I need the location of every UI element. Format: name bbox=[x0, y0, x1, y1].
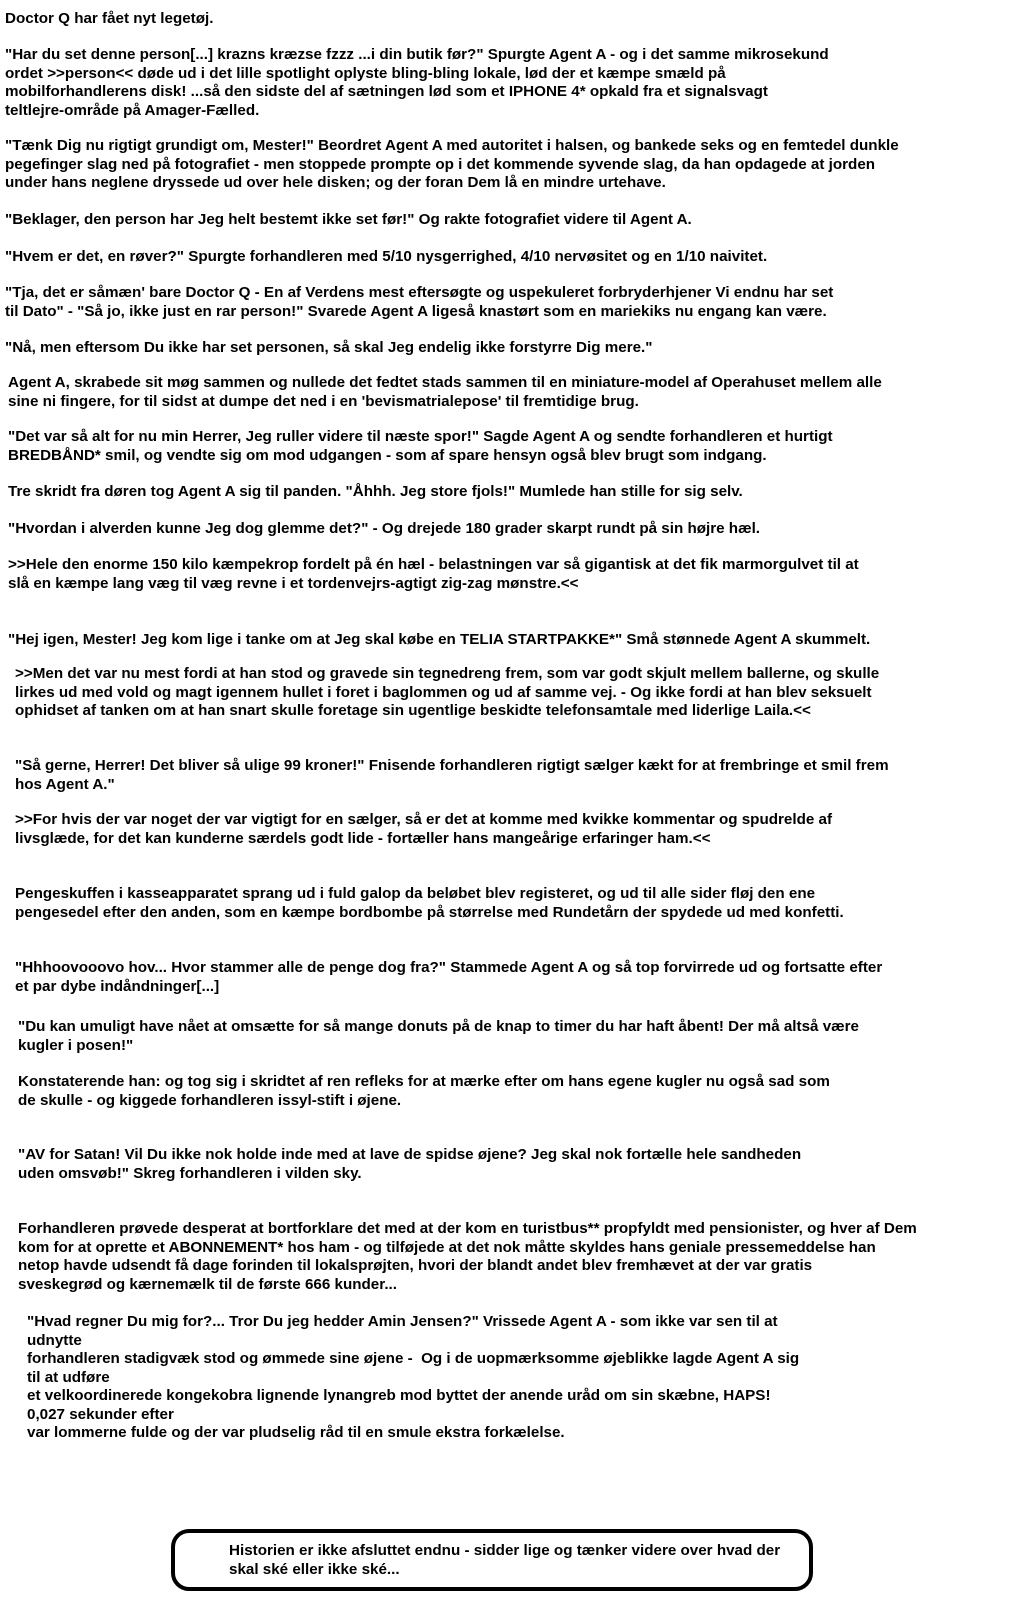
paragraph-22: Forhandleren prøvede desperat at bortforklare det med at der kom en turistbus** propfyldt med pensionister, og hver af Dem kom for at oprette et ABONNEMENT* hos ham - og tilføjede at det nok måtte skyldes hans geniale pressemeddelse han netop havde udsendt få dage forinden til lokalsprøjten, hvori der blandt andet blev fremhævet at der var gratis sveskegrød og kærnemælk til de første 666 kunder... bbox=[18, 1220, 917, 1293]
paragraph-4: "Beklager, den person har Jeg helt bestemt ikke set før!" Og rakte fotografiet videre til Agent A. bbox=[5, 211, 692, 228]
paragraph-15: "Så gerne, Herrer! Det bliver så ulige 99 kroner!" Fnisende forhandleren rigtigt sælger kækt for at frembringe et smil frem hos Agent A." bbox=[15, 757, 889, 793]
paragraph-12: >>Hele den enorme 150 kilo kæmpekrop fordelt på én hæl - belastningen var så gigantisk at det fik marmorgulvet til at slå en kæmpe lang væg til væg revne i et tordenvejrs-agtigt zig-zag mønstre.<< bbox=[8, 556, 859, 592]
paragraph-11: "Hvordan i alverden kunne Jeg dog glemme det?" - Og drejede 180 grader skarpt rundt på sin højre hæl. bbox=[8, 520, 761, 537]
footer-note-box bbox=[171, 1529, 813, 1591]
paragraph-23: "Hvad regner Du mig for?... Tror Du jeg hedder Amin Jensen?" Vrissede Agent A - som ikke var sen til at udnytte forhandleren stadigvæk stod og ømmede sine øjene - Og i de uopmærksomme øjeblikke lagde Agent A sig til at udføre et velkoordinerede kongekobra lignende lynangreb mod byttet der anende uråd om sin skæbne, HAPS! 0,027 sekunder efter var lommerne fulde og der var pludselig råd til en smule ekstra forkælelse. bbox=[27, 1313, 800, 1441]
paragraph-14: >>Men det var nu mest fordi at han stod og gravede sin tegnedreng frem, som var godt skjult mellem ballerne, og skulle lirkes ud med vold og magt igennem hullet i foret i baglommen og ud af samme vej. - Og ikke fordi at han blev seksuelt ophidset af tanken om at han snart skulle foretage sin ugentlige beskidte telefonsamtale med liderlige Laila.<< bbox=[15, 665, 880, 719]
paragraph-8: Agent A, skrabede sit møg sammen og nullede det fedtet stads sammen til en miniature-model af Operahuset mellem alle sine ni fingere, for til sidst at dumpe det ned i en 'bevismatrialepose' til fremtidige brug. bbox=[8, 374, 882, 410]
paragraph-7: "Nå, men eftersom Du ikke har set personen, så skal Jeg endelig ikke forstyrre Dig mere." bbox=[5, 339, 653, 356]
footer-note: Historien er ikke afsluttet endnu - sidder lige og tænker videre over hvad der skal ské eller ikke ské... bbox=[229, 1542, 781, 1578]
paragraph-13: "Hej igen, Mester! Jeg kom lige i tanke om at Jeg skal købe en TELIA STARTPAKKE*" Små stønnede Agent A skummelt. bbox=[8, 631, 871, 648]
paragraph-21: "AV for Satan! Vil Du ikke nok holde inde med at lave de spidse øjene? Jeg skal nok fortælle hele sandheden uden omsvøb!" Skreg forhandleren i vilden sky. bbox=[18, 1146, 802, 1182]
paragraph-19: "Du kan umuligt have nået at omsætte for så mange donuts på de knap to timer du har haft åbent! Der må altså være kugler i posen!" bbox=[18, 1018, 860, 1054]
paragraph-16: >>For hvis der var noget der var vigtigt for en sælger, så er det at komme med kvikke kommentar og spudrelde af livsglæde, for det kan kunderne særdels godt lide - fortæller hans mangeårige erfaringer ham.<< bbox=[15, 811, 833, 847]
paragraph-18: "Hhhoovooovo hov... Hvor stammer alle de penge dog fra?" Stammede Agent A og så top forvirrede ud og fortsatte efter et par dybe indåndninger[...] bbox=[15, 959, 883, 995]
paragraph-10: Tre skridt fra døren tog Agent A sig til panden. "Åhhh. Jeg store fjols!" Mumlede han stille for sig selv. bbox=[8, 483, 743, 500]
paragraph-3: "Tænk Dig nu rigtigt grundigt om, Mester!" Beordret Agent A med autoritet i halsen, og bankede seks og en femtedel dunkle pegefinger slag ned på fotografiet - men stoppede prompte op i det kommende syvende slag, da han opdagede at jorden under hans neglene dryssede ud over hele disken; og der foran Dem lå en mindre urtehave. bbox=[5, 137, 899, 191]
paragraph-17: Pengeskuffen i kasseapparatet sprang ud i fuld galop da beløbet blev registeret, og ud til alle sider fløj den ene pengesedel efter den anden, som en kæmpe bordbombe på størrelse med Rundetårn der spydede ud med konfetti. bbox=[15, 885, 844, 921]
paragraph-2: "Har du set denne person[...] krazns kræzse fzzz ...i din butik før?" Spurgte Agent A - og i det samme mikrosekund ordet >>person<< døde ud i det lille spotlight oplyste bling-bling lokale, lød der et kæmpe smæld på mobilforhandlerens disk! ...så den sidste del af sætningen lød som et IPHONE 4* opkald fra et signalsvagt teltlejre-område på Amager-Fælled. bbox=[5, 46, 829, 119]
paragraph-5: "Hvem er det, en røver?" Spurgte forhandleren med 5/10 nysgerrighed, 4/10 nervøsitet og en 1/10 naivitet. bbox=[5, 248, 768, 265]
paragraph-9: "Det var så alt for nu min Herrer, Jeg ruller videre til næste spor!" Sagde Agent A og sendte forhandleren et hurtigt BREDBÅND* smil, og vendte sig om mod udgangen - som af spare hensyn også blev brugt som indgang. bbox=[8, 428, 833, 464]
paragraph-20: Konstaterende han: og tog sig i skridtet af ren refleks for at mærke efter om hans egene kugler nu også sad som de skulle - og kiggede forhandleren issyl-stift i øjene. bbox=[18, 1073, 830, 1109]
paragraph-6: "Tja, det er såmæn' bare Doctor Q - En af Verdens mest eftersøgte og uspekuleret forbryderhjener Vi endnu har set til Dato" - "Så jo, ikke just en rar person!" Svarede Agent A ligeså knastørt som en mariekiks nu engang kan være. bbox=[5, 284, 834, 320]
paragraph-1: Doctor Q har fået nyt legetøj. bbox=[5, 10, 214, 27]
